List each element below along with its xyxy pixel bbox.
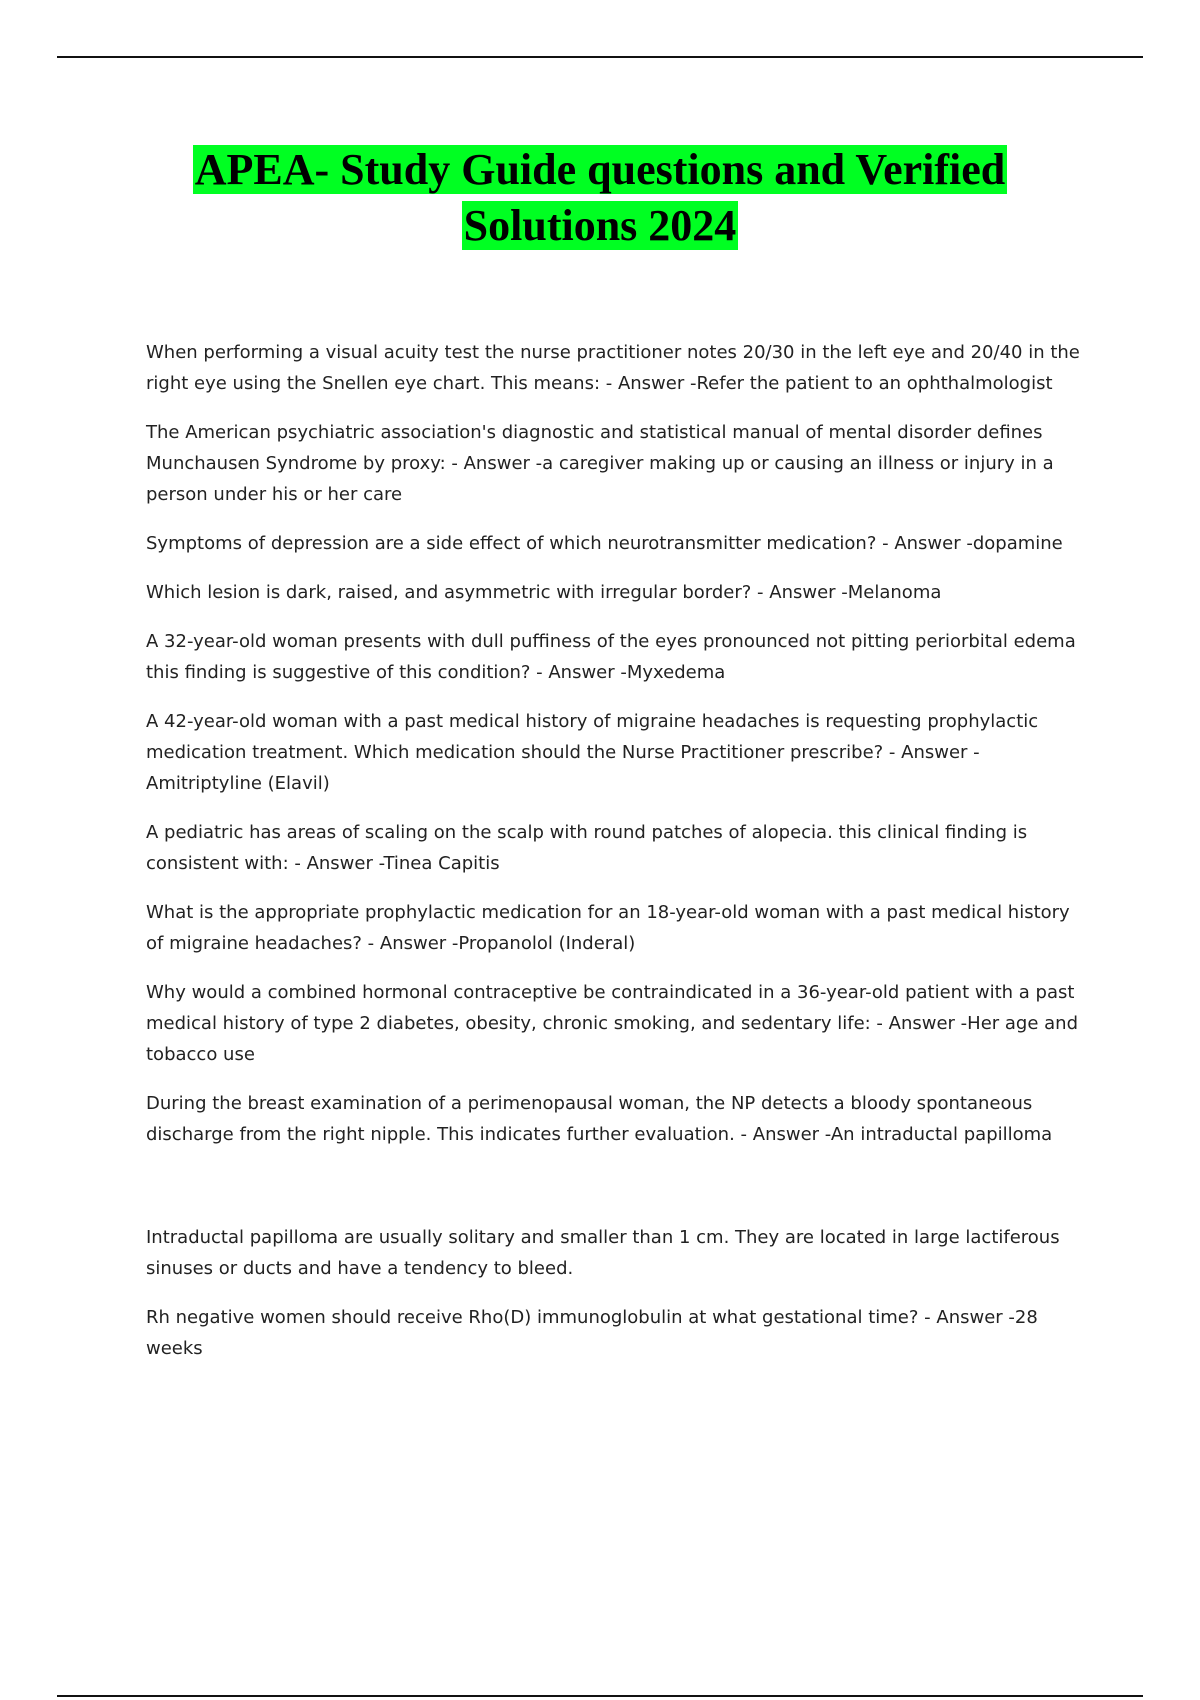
qa-item: When performing a visual acuity test the nurse practitioner notes 20/30 in the left eye and 20/40 in the right eye using the Snellen eye chart. This means: - Answer -Refer the patient to an ophthalmologist <box>146 342 1080 394</box>
explanation-note: Intraductal papilloma are usually solitary and smaller than 1 cm. They are located in large lactiferous sinuses or ducts and have a tendency to bleed. <box>146 1227 1060 1279</box>
document-title <box>100 142 1100 254</box>
qa-item: Why would a combined hormonal contraceptive be contraindicated in a 36-year-old patient with a past medical history of type 2 diabetes, obesity, chronic smoking, and sedentary life: - Answer -Her age and tobacco use <box>146 982 1079 1065</box>
qa-item: A pediatric has areas of scaling on the scalp with round patches of alopecia. this clinical finding is consistent with: - Answer -Tinea Capitis <box>146 822 1028 874</box>
title-line-1: APEA- Study Guide questions and Verified <box>194 145 1006 194</box>
title-line-2: Solutions 2024 <box>463 201 737 250</box>
qa-item: A 42-year-old woman with a past medical history of migraine headaches is requesting prophylactic medication treatment. Which medication should the Nurse Practitioner prescribe? - Answer - Amitriptyline (Elavil) <box>146 711 1039 794</box>
qa-item: Symptoms of depression are a side effect of which neurotransmitter medication? - Answer -dopamine <box>146 533 1063 554</box>
top-rule <box>57 56 1143 58</box>
qa-list <box>146 337 1086 1382</box>
qa-item: Rh negative women should receive Rho(D) immunoglobulin at what gestational time? - Answer -28 weeks <box>146 1307 1038 1359</box>
bottom-rule <box>57 1695 1143 1697</box>
qa-item: Which lesion is dark, raised, and asymmetric with irregular border? - Answer -Melanoma <box>146 582 942 603</box>
qa-item: During the breast examination of a perimenopausal woman, the NP detects a bloody spontaneous discharge from the right nipple. This indicates further evaluation. - Answer -An intraductal papilloma <box>146 1093 1053 1145</box>
qa-item: The American psychiatric association's diagnostic and statistical manual of mental disorder defines Munchausen Syndrome by proxy: - Answer -a caregiver making up or causing an illness or injury in a person under his or her care <box>146 422 1054 505</box>
qa-item: A 32-year-old woman presents with dull puffiness of the eyes pronounced not pitting periorbital edema this finding is suggestive of this condition? - Answer -Myxedema <box>146 631 1076 683</box>
qa-item: What is the appropriate prophylactic medication for an 18-year-old woman with a past medical history of migraine headaches? - Answer -Propanolol (Inderal) <box>146 902 1070 954</box>
paragraph-gap <box>146 1168 1086 1222</box>
